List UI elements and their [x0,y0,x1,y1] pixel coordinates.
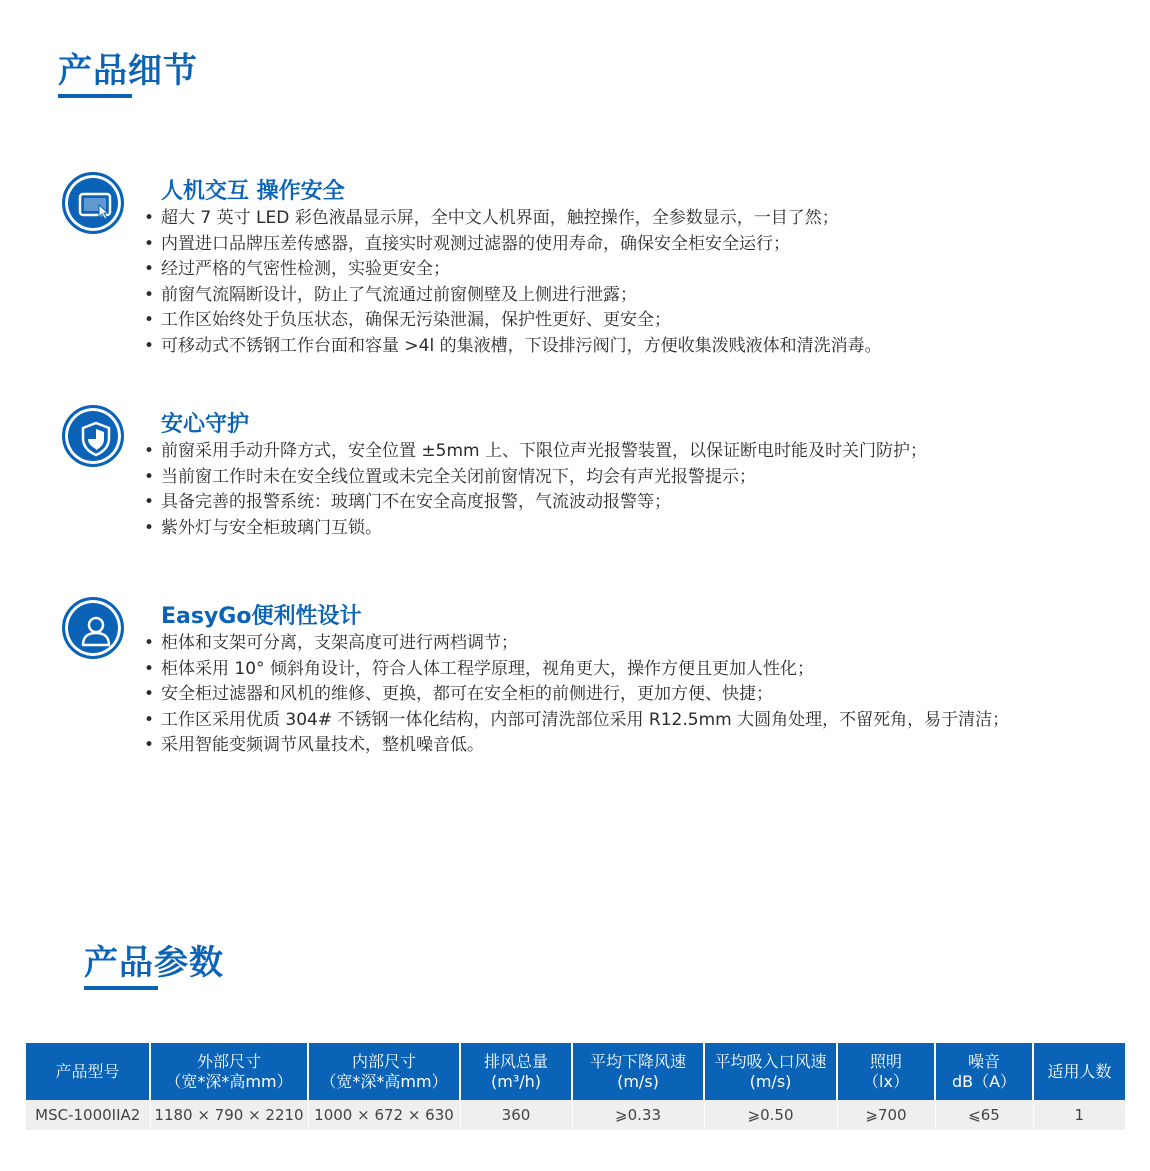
list-item: • 内置进口品牌压差传感器，直接实时观测过滤器的使用寿命，确保安全柜安全运行； [142,232,1102,258]
table-cell: ⩾0.33 [572,1100,704,1130]
table-header: 内部尺寸 （宽*深*高mm） [308,1043,460,1100]
list-item: • 工作区始终处于负压状态，确保无污染泄漏，保护性更好、更安全； [142,308,1102,334]
table-header: 适用人数 [1033,1043,1125,1100]
product-details-heading: 产品细节 [58,54,198,88]
table-cell: ⩽65 [935,1100,1033,1130]
list-item: • 当前窗工作时未在安全线位置或未完全关闭前窗情况下，均会有声光报警提示； [142,465,1102,491]
list-item: • 经过严格的气密性检测，实验更安全； [142,257,1102,283]
table-header: 平均下降风速 (m/s) [572,1043,704,1100]
table-cell: ⩾0.50 [704,1100,837,1130]
feature-title: 安心守护 [161,412,250,437]
user-icon [62,597,124,659]
table-cell: 1180 × 790 × 2210 [150,1100,308,1130]
table-cell: 1000 × 672 × 630 [308,1100,460,1130]
feature-list [142,439,1102,541]
list-item: • 安全柜过滤器和风机的维修、更换，都可在安全柜的前侧进行，更加方便、快捷； [142,682,1102,708]
list-item: • 采用智能变频调节风量技术，整机噪音低。 [142,733,1102,759]
feature-title: EasyGo便利性设计 [161,604,362,629]
table-header: 平均吸入口风速 (m/s) [704,1043,837,1100]
table-cell: 1 [1033,1100,1125,1130]
list-item: • 可移动式不锈钢工作台面和容量 >4l 的集液槽，下设排污阀门，方便收集泼贱液体和清洗消毒。 [142,334,1102,360]
table-header-row [26,1043,1125,1100]
table-cell: ⩾700 [837,1100,935,1130]
list-item: • 柜体采用 10° 倾斜角设计，符合人体工程学原理，视角更大，操作方便且更加人性化； [142,657,1102,683]
list-item: • 超大 7 英寸 LED 彩色液晶显示屏，全中文人机界面，触控操作，全参数显示，一目了然； [142,206,1102,232]
table-header: 排风总量 (m³/h) [460,1043,572,1100]
table-cell: 360 [460,1100,572,1130]
feature-title: 人机交互 操作安全 [161,179,345,204]
list-item: • 工作区采用优质 304# 不锈钢一体化结构，内部可清洗部位采用 R12.5mm 大圆角处理，不留死角，易于清洁； [142,708,1102,734]
feature-list [142,631,1102,759]
table-header: 外部尺寸 （宽*深*高mm） [150,1043,308,1100]
list-item: • 具备完善的报警系统：玻璃门不在安全高度报警，气流波动报警等； [142,490,1102,516]
touchscreen-icon [62,172,124,234]
list-item: • 紫外灯与安全柜玻璃门互锁。 [142,516,1102,542]
table-cell: MSC-1000IIA2 [26,1100,150,1130]
table-header: 产品型号 [26,1043,150,1100]
feature-list [142,206,1102,360]
params-table [26,1043,1125,1130]
heading-underline [58,94,132,98]
list-item: • 柜体和支架可分离，支架高度可进行两档调节； [142,631,1102,657]
product-params-heading: 产品参数 [84,946,224,980]
list-item: • 前窗采用手动升降方式，安全位置 ±5mm 上、下限位声光报警装置，以保证断电时能及时关门防护； [142,439,1102,465]
heading-underline [84,986,158,990]
table-header: 照明 （lx） [837,1043,935,1100]
list-item: • 前窗气流隔断设计，防止了气流通过前窗侧壁及上侧进行泄露； [142,283,1102,309]
table-row [26,1100,1125,1130]
shield-icon [62,405,124,467]
table-header: 噪音 dB（A） [935,1043,1033,1100]
